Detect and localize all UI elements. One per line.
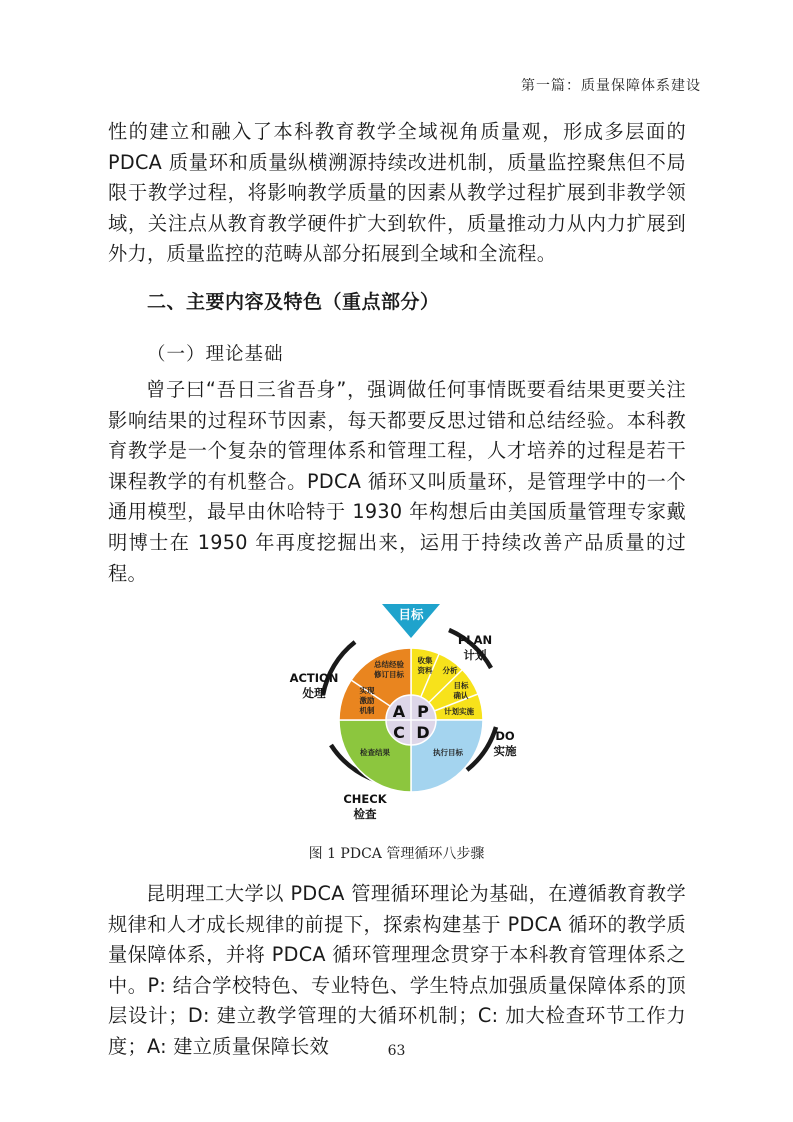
letter-a: A bbox=[392, 702, 406, 721]
step-analyze: 分析 bbox=[442, 666, 458, 675]
paragraph-1: 性的建立和融入了本科教育教学全域视角质量观，形成多层面的 PDCA 质量环和质量纵横溯源持续改进机制，质量监控聚焦但不局限于教学过程，将影响教学质量的因素从教学过程扩展到非教学领域，关注点从教育教学硬件扩大到软件，质量推动力从内力扩展到外力，质量监控的范畴从部分拓展到全域和全流程。 bbox=[108, 120, 686, 266]
step-execute: 执行目标 bbox=[433, 748, 463, 757]
step-check-result: 检查结果 bbox=[360, 748, 390, 757]
plan-label-cn: 计划 bbox=[463, 648, 487, 662]
do-label-cn: 实施 bbox=[493, 744, 517, 758]
subsection-heading: （一）理论基础 bbox=[147, 344, 284, 365]
running-header: 第一篇：质量保障体系建设 bbox=[521, 78, 701, 94]
paragraph-3: 昆明理工大学以 PDCA 管理循环理论为基础，在遵循教育教学规律和人才成长规律的前提下，探索构建基于 PDCA 循环的教学质量保障体系，并将 PDCA 循环管理理念贯穿于本科教育管理体系之中。P: 结合学校特色、专业特色、学生特点加强质量保障体系的顶层设计；D: 建立教学管理的大循环机制；C: 加大检查环节工作力度；A: 建立质量保障长效 bbox=[108, 882, 686, 1058]
step-impl-1: 实现 bbox=[359, 686, 375, 695]
action-label-en: ACTION bbox=[289, 671, 339, 685]
step-confirm-2: 确认 bbox=[453, 691, 469, 700]
step-collect-2: 资料 bbox=[417, 666, 433, 675]
step-plan-impl: 计划实施 bbox=[444, 707, 474, 716]
action-label-cn: 处理 bbox=[302, 686, 326, 700]
check-label-en: CHECK bbox=[343, 792, 387, 806]
section-heading: 二、主要内容及特色（重点部分） bbox=[147, 291, 440, 313]
plan-label-en: PLAN bbox=[457, 633, 493, 647]
figure-caption: 图 1 PDCA 管理循环八步骤 bbox=[308, 846, 485, 862]
letter-d: D bbox=[416, 723, 430, 742]
paragraph-application bbox=[108, 879, 686, 1063]
pdca-figure bbox=[0, 590, 793, 830]
step-summary-1: 总结经验 bbox=[374, 660, 404, 669]
letter-p: P bbox=[417, 702, 429, 721]
goal-label: 目标 bbox=[398, 607, 424, 622]
step-confirm-1: 目标 bbox=[453, 681, 469, 690]
do-label-en: DO bbox=[495, 729, 515, 743]
paragraph-intro-continued bbox=[108, 117, 686, 270]
step-collect-1: 收集 bbox=[417, 656, 433, 665]
page-number: 63 bbox=[387, 1043, 406, 1059]
step-impl-3: 机制 bbox=[359, 706, 375, 715]
paragraph-2: 曾子曰“吾日三省吾身”，强调做任何事情既要看结果更要关注影响结果的过程环节因素，每天都要反思过错和总结经验。本科教育教学是一个复杂的管理体系和管理工程，人才培养的过程是若干课程教学的有机整合。PDCA 循环又叫质量环，是管理学中的一个通用模型，最早由休哈特于 1930 年构想后由美国质量管理专家戴明博士在 1950 年再度挖掘出来，运用于持续改善产品质量的过程。 bbox=[108, 378, 686, 585]
step-impl-2: 激励 bbox=[359, 696, 375, 705]
letter-c: C bbox=[393, 723, 405, 742]
paragraph-theory bbox=[108, 375, 686, 589]
pdca-diagram bbox=[0, 590, 793, 830]
check-label-cn: 检查 bbox=[353, 807, 377, 821]
step-summary-2: 修订目标 bbox=[374, 670, 404, 679]
